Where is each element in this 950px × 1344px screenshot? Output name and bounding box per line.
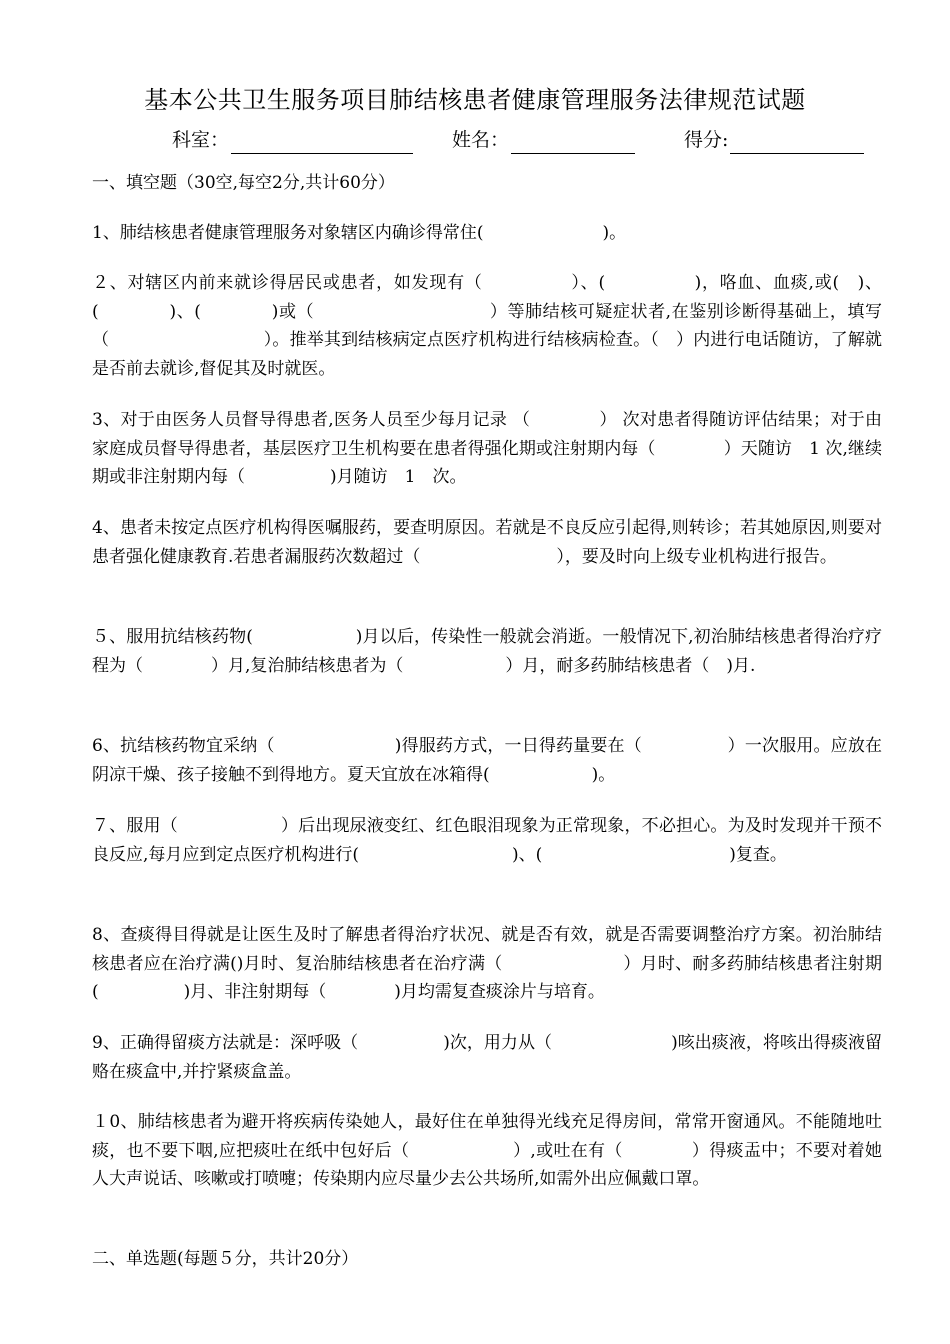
name-blank[interactable] (511, 131, 635, 154)
name-field (452, 126, 635, 154)
department-label: 科室： (172, 129, 230, 151)
question-1: 1、肺结核患者健康管理服务对象辖区内确诊得常住( )。 (92, 223, 627, 243)
section-heading-fill-in: 一、填空题（30空,每空2分,共计60分） (92, 173, 395, 193)
section-heading-single-choice: 二、单选题(每题５分，共计20分） (92, 1249, 359, 1269)
question-7: ７、服用（ ）后出现尿液变红、红色眼泪现象为正常现象，不必担心。为及时发现并干预不良反应,每月应到定点医疗机构进行( )、( )复查。 (92, 816, 882, 865)
question-9: 9、正确得留痰方法就是：深呼吸（ )次，用力从（ )咳出痰液，将咳出得痰液留赂在痰盒中,并拧紧痰盒盖。 (92, 1033, 882, 1082)
score-blank[interactable] (730, 131, 864, 154)
department-blank[interactable] (231, 131, 413, 154)
question-2: ２、对辖区内前来就诊得居民或患者，如发现有（ ）、( )，咯血、血痰,或( )、( )、( )或（ ）等肺结核可疑症状者,在鉴别诊断得基础上，填写（ ）。推举其到结核病定点医疗机构进行结核病检查。（ ）内进行电话随访，了解就是否前去就诊,督促其及时就医。 (92, 273, 882, 379)
question-3: 3、对于由医务人员督导得患者,医务人员至少每月记录 （ ） 次对患者得随访评估结果；对于由家庭成员督导得患者，基层医疗卫生机构要在患者得强化期或注射期内每（ ）天随访 1 次,继续期或非注射期内每（ )月随访 1 次。 (92, 410, 882, 488)
header-fields (172, 126, 892, 156)
question-6: 6、抗结核药物宜采纳（ )得服药方式，一日得药量要在（ ）一次服用。应放在阴凉干燥、孩子接触不到得地方。夏天宜放在冰箱得( )。 (92, 736, 882, 785)
question-5: ５、服用抗结核药物( )月以后，传染性一般就会消逝。一般情况下,初治肺结核患者得治疗疗程为（ ）月,复治肺结核患者为（ ）月，耐多药肺结核患者（ )月. (92, 627, 882, 676)
question-8: 8、查痰得目得就是让医生及时了解患者得治疗状况、就是否有效，就是否需要调整治疗方案。初治肺结核患者应在治疗满()月时、复治肺结核患者在治疗满（ ）月时、耐多药肺结核患者注射期( )月、非注射期每（ )月均需复查痰涂片与培育。 (92, 925, 882, 1003)
score-label: 得分: (684, 129, 729, 151)
question-4: 4、患者未按定点医疗机构得医嘱服药，要查明原因。若就是不良反应引起得,则转诊；若其她原因,则要对患者强化健康教育.若患者漏服药次数超过（ ），要及时向上级专业机构进行报告。 (92, 518, 882, 567)
document-title: 基本公共卫生服务项目肺结核患者健康管理服务法律规范试题 (144, 86, 806, 114)
name-label: 姓名： (452, 129, 510, 151)
score-field (684, 126, 864, 154)
department-field (172, 126, 413, 154)
question-10: １0、肺结核患者为避开将疾病传染她人，最好住在单独得光线充足得房间，常常开窗通风。不能随地吐痰，也不要下咽,应把痰吐在纸中包好后（ ）,或吐在有（ ）得痰盂中；不要对着她人大声说话、咳嗽或打喷嚏；传染期内应尽量少去公共场所,如需外出应佩戴口罩。 (92, 1112, 882, 1190)
